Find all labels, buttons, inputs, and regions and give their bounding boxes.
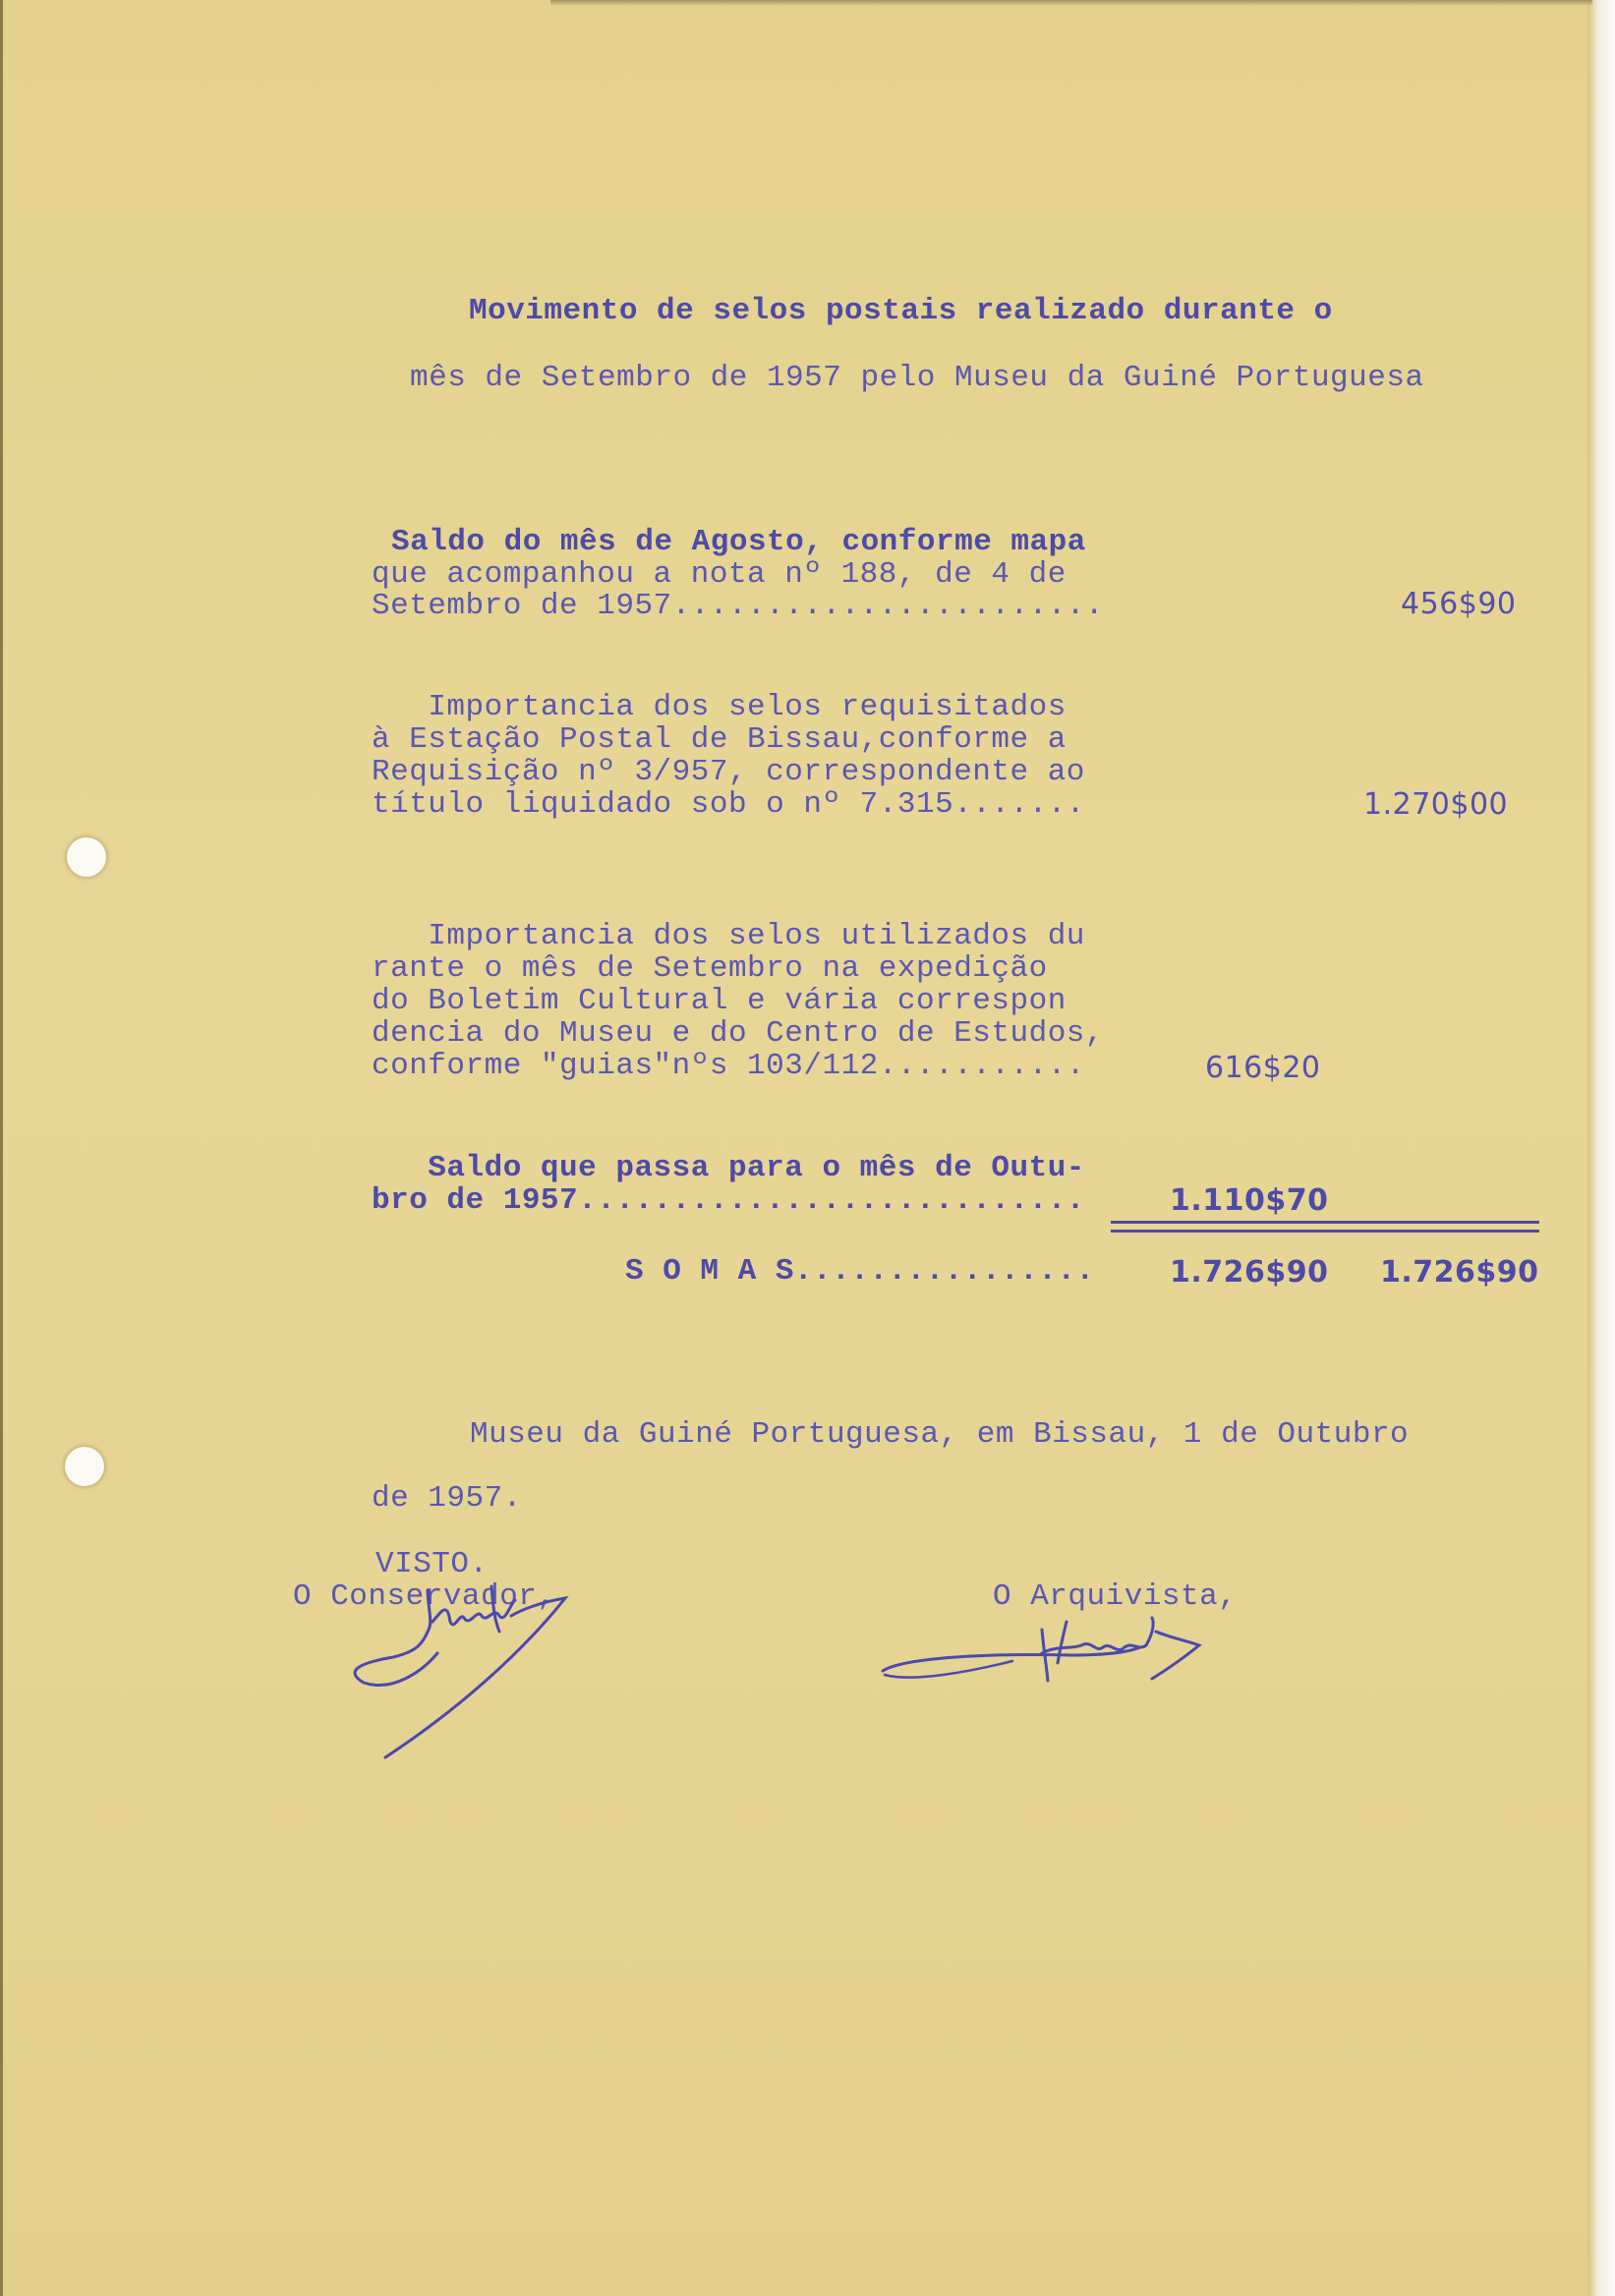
entry-line: Requisição nº 3/957, correspondente ao xyxy=(372,755,1085,789)
arquivista-label: O Arquivista, xyxy=(993,1579,1238,1614)
entry-line: Importancia dos selos utilizados du xyxy=(372,919,1085,953)
arquivista-signature-icon xyxy=(875,1602,1268,1730)
debit-amount: 1.110$70 xyxy=(1170,1183,1329,1218)
entry-line: Saldo que passa para o mês de Outu- xyxy=(372,1151,1085,1185)
entry-line: do Boletim Cultural e vária correspon xyxy=(372,984,1067,1018)
visto-label: VISTO. xyxy=(375,1547,489,1581)
credit-amount: 456$90 xyxy=(1401,587,1517,621)
punch-hole-top xyxy=(67,837,106,877)
entry-line: título liquidado sob o nº 7.315....... xyxy=(372,787,1085,822)
totals-credit: 1.726$90 xyxy=(1380,1255,1539,1290)
entry-line: Saldo do mês de Agosto, conforme mapa xyxy=(391,525,1086,559)
totals-debit: 1.726$90 xyxy=(1170,1255,1329,1290)
totals-label: S O M A S................ xyxy=(625,1254,1095,1289)
entry-line: à Estação Postal de Bissau,conforme a xyxy=(372,722,1067,757)
document-title-line-2: mês de Setembro de 1957 pelo Museu da Guiné Portuguesa xyxy=(410,361,1424,395)
entry-line: bro de 1957........................... xyxy=(372,1183,1085,1218)
entry-line: Importancia dos selos requisitados xyxy=(372,690,1067,724)
place-date-line-1: Museu da Guiné Portuguesa, em Bissau, 1 de Outubro xyxy=(470,1417,1410,1452)
conservador-signature-icon xyxy=(334,1573,629,1769)
total-rule-top xyxy=(1111,1221,1539,1224)
conservador-label: O Conservador, xyxy=(293,1579,556,1614)
paper-right-edge xyxy=(1587,0,1615,2296)
entry-line: rante o mês de Setembro na expedição xyxy=(372,951,1048,986)
debit-amount: 616$20 xyxy=(1205,1051,1321,1085)
credit-amount: 1.270$00 xyxy=(1363,787,1509,822)
document-title-line-1: Movimento de selos postais realizado durante o xyxy=(469,294,1333,328)
entry-line: que acompanhou a nota nº 188, de 4 de xyxy=(372,557,1067,592)
paper-top-fold-shadow xyxy=(550,0,1592,6)
entry-line: dencia do Museu e do Centro de Estudos, xyxy=(372,1016,1105,1051)
total-rule-bottom xyxy=(1111,1230,1539,1233)
entry-line: Setembro de 1957....................... xyxy=(372,589,1105,623)
place-date-line-2: de 1957. xyxy=(372,1481,522,1516)
punch-hole-bottom xyxy=(65,1447,104,1486)
entry-line: conforme "guias"nºs 103/112........... xyxy=(372,1049,1085,1083)
paper-left-edge xyxy=(0,0,3,2296)
